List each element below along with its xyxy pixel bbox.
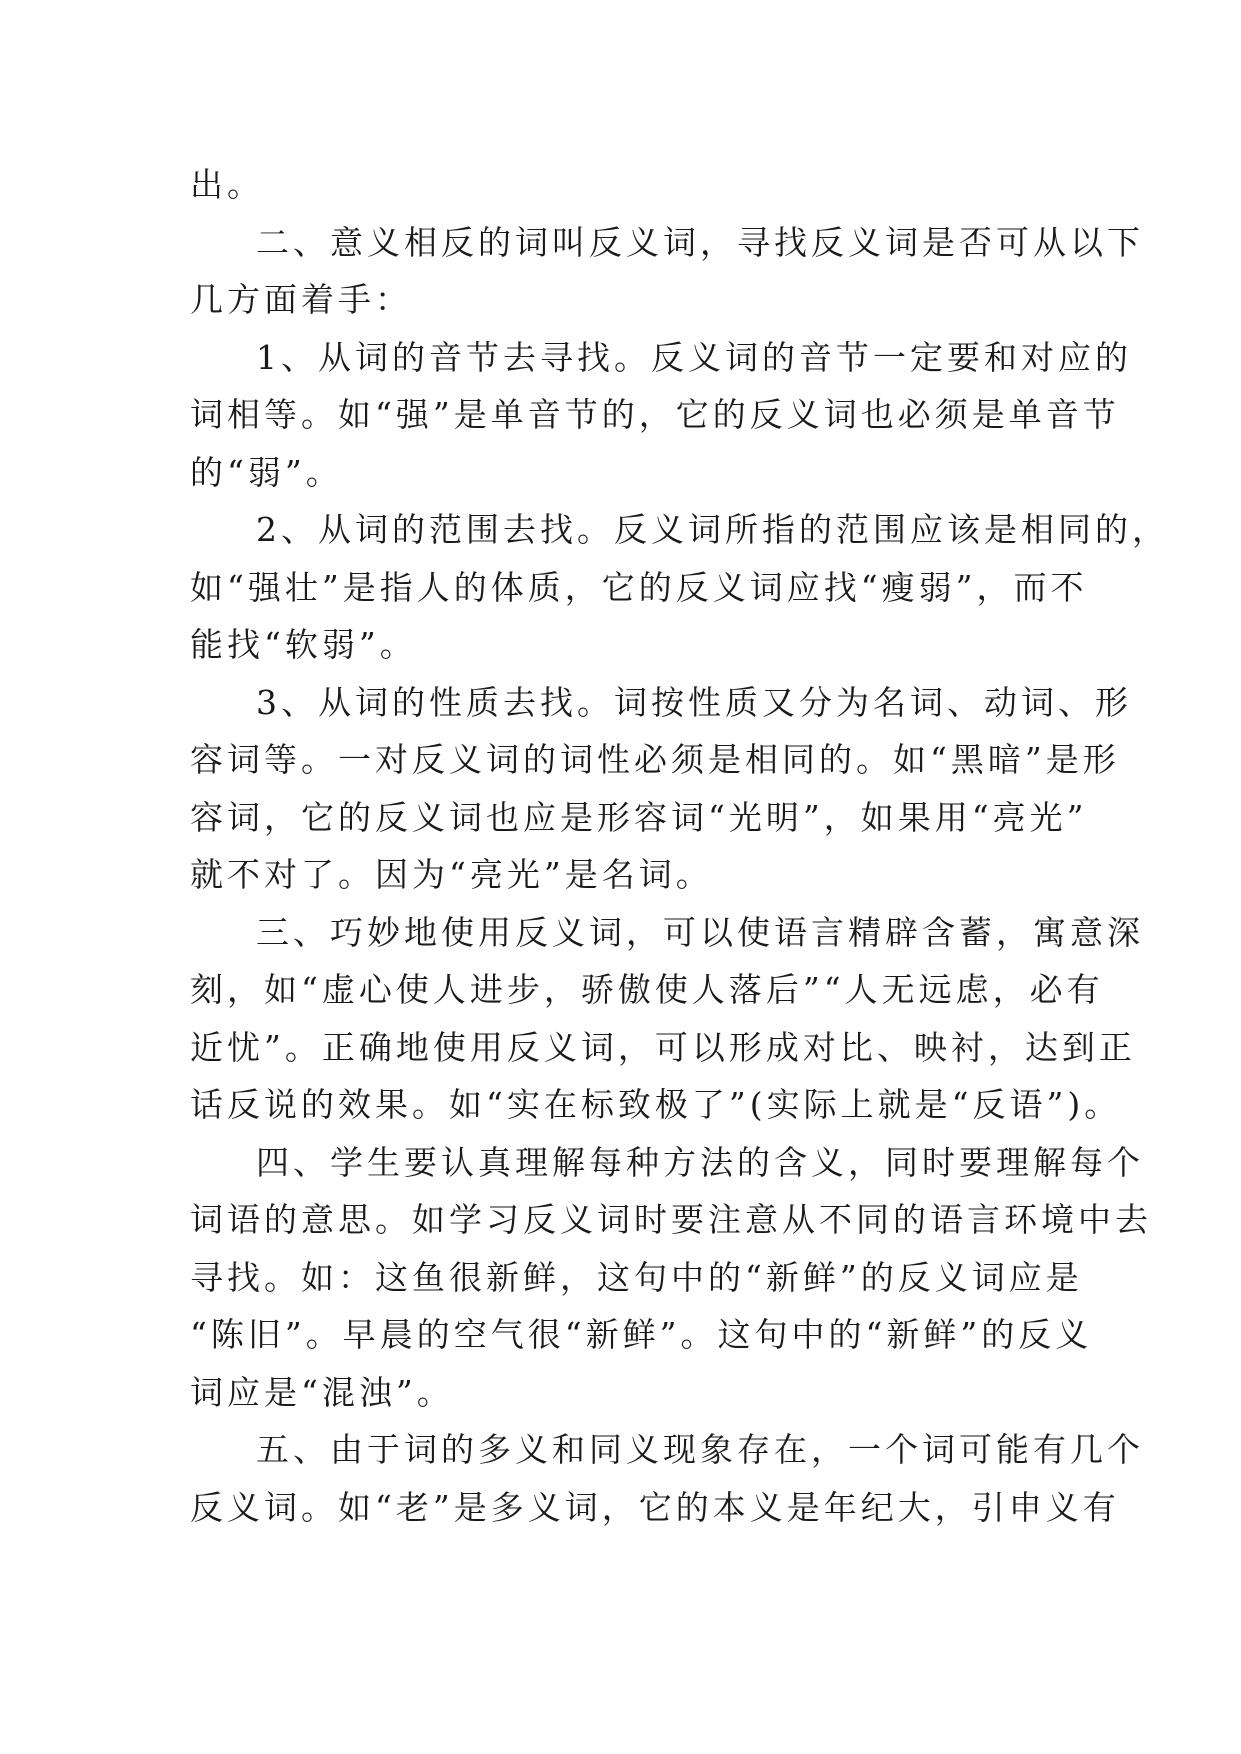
text-line: “陈旧”。早晨的空气很“新鲜”。这句中的“新鲜”的反义 <box>190 1315 1093 1354</box>
text-line: 近忧”。正确地使用反义词，可以形成对比、映衬，达到正 <box>190 1027 1136 1067</box>
text-line: 出。 <box>190 165 264 204</box>
text-line: 寻找。如：这鱼很新鲜，这句中的“新鲜”的反义词应是 <box>190 1257 1083 1297</box>
paragraph-first-line: 四、学生要认真理解每种方法的含义，同时要理解每个 <box>256 1142 1144 1182</box>
text-line: 词应是“混浊”。 <box>190 1372 454 1412</box>
paragraph-first-line: 2、从词的范围去找。反义词所指的范围应该是相同的， <box>256 510 1169 549</box>
paragraph-first-line: 五、由于词的多义和同义现象存在，一个词可能有几个 <box>256 1430 1144 1469</box>
paragraph-first-line: 二、意义相反的词叫反义词，寻找反义词是否可从以下 <box>256 222 1144 262</box>
document-body <box>190 156 1169 1536</box>
paragraph-first-line: 三、巧妙地使用反义词，可以使语言精辟含蓄，寓意深 <box>256 912 1144 952</box>
text-line: 词相等。如“强”是单音节的，它的反义词也必须是单音节 <box>190 395 1120 434</box>
text-line: 刻，如“虚心使人进步，骄傲使人落后”“人无远虑，必有 <box>190 970 1104 1009</box>
text-line: 就不对了。因为“亮光”是名词。 <box>190 855 713 894</box>
text-line: 能找“软弱”。 <box>190 625 417 664</box>
paragraph-first-line: 3、从词的性质去找。词按性质又分为名词、动词、形 <box>256 682 1132 722</box>
text-line: 反义词。如“老”是多义词，它的本义是年纪大，引申义有 <box>190 1487 1120 1527</box>
text-line: 容词，它的反义词也应是形容词“光明”，如果用“亮光” <box>190 797 1088 837</box>
text-line: 如“强壮”是指人的体质，它的反义词应找“瘦弱”，而不 <box>190 567 1088 607</box>
text-line: 容词等。一对反义词的词性必须是相同的。如“黑暗”是形 <box>190 740 1120 779</box>
paragraph-first-line: 1、从词的音节去寻找。反义词的音节一定要和对应的 <box>256 337 1132 377</box>
text-line: 几方面着手： <box>190 280 412 319</box>
text-line: 词语的意思。如学习反义词时要注意从不同的语言环境中去 <box>190 1200 1152 1239</box>
text-line: 话反说的效果。如“实在标致极了”(实际上就是“反语”)。 <box>190 1085 1122 1124</box>
text-line: 的“弱”。 <box>190 452 343 492</box>
